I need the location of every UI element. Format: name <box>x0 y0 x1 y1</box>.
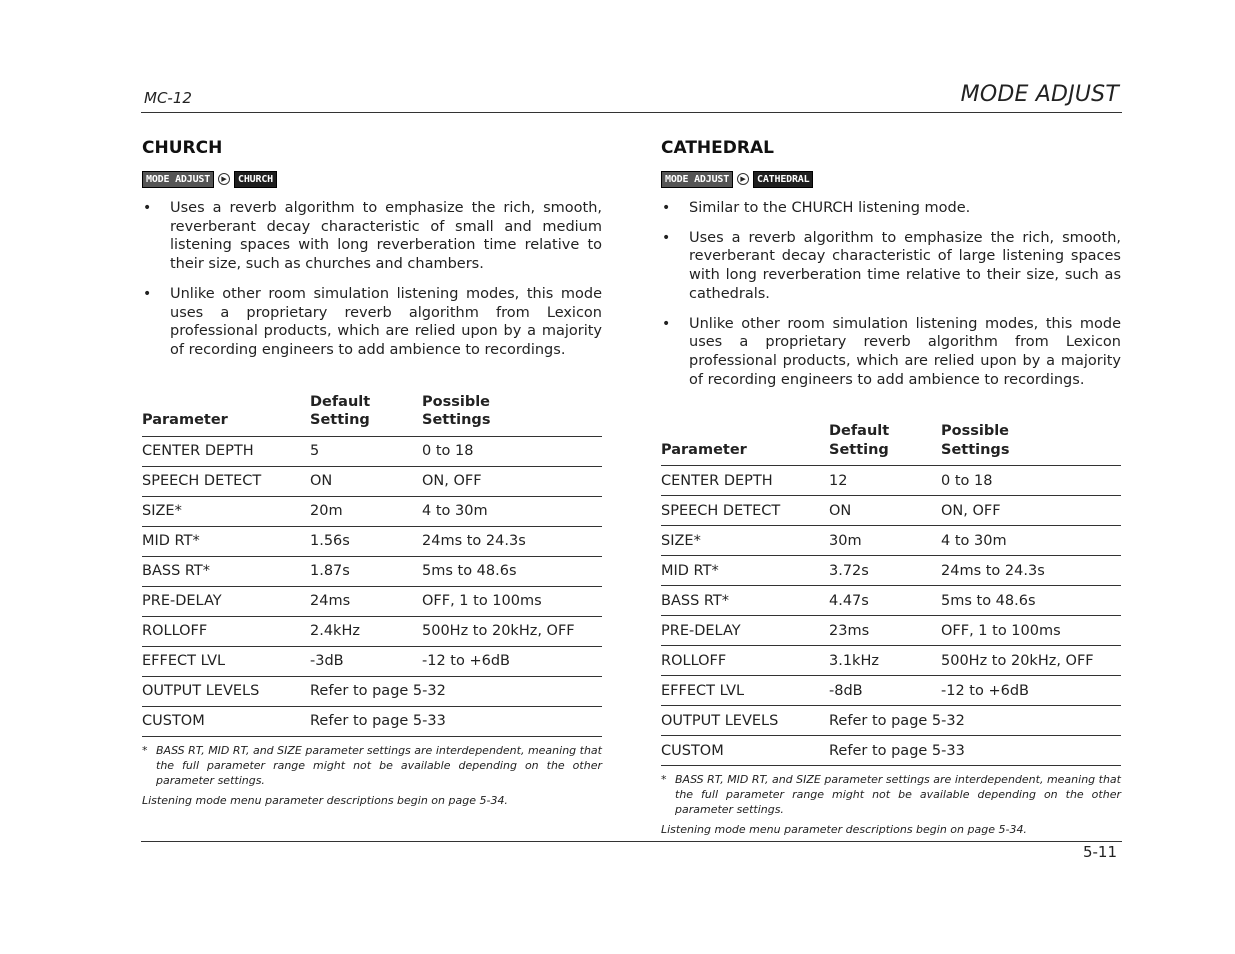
cell-possible: 4 to 30m <box>941 526 1121 556</box>
cell-reference: Refer to page 5-33 <box>829 736 1121 766</box>
cell-default: 4.47s <box>829 586 941 616</box>
cell-default: 3.72s <box>829 556 941 586</box>
arrow-right-icon: ▶ <box>737 173 749 185</box>
table-header-row <box>661 422 1121 466</box>
bullet-list <box>661 199 1121 389</box>
cell-parameter: EFFECT LVL <box>661 676 829 706</box>
header-rule <box>141 112 1122 113</box>
table-header-row <box>142 393 602 437</box>
cell-parameter: BASS RT* <box>661 586 829 616</box>
cell-possible: 24ms to 24.3s <box>941 556 1121 586</box>
table-row <box>142 586 602 616</box>
header-model: MC-12 <box>144 89 192 107</box>
cell-parameter: EFFECT LVL <box>142 646 310 676</box>
cell-parameter: PRE-DELAY <box>661 616 829 646</box>
table-row <box>142 556 602 586</box>
col-header-default: Default Setting <box>829 422 941 466</box>
section-title: CATHEDRAL <box>661 138 774 158</box>
footer-rule <box>141 841 1122 842</box>
cell-default: -3dB <box>310 646 422 676</box>
bullet-item: • Uses a reverb algorithm to emphasize the rich, smooth, reverberant decay characteristic of small and medium listening spaces with long reverberation time relative to their size, such as churches and chambers. <box>142 199 602 274</box>
col-header-possible: Possible Settings <box>422 393 602 437</box>
bullet-item: • Similar to the CHURCH listening mode. <box>661 199 1121 218</box>
cell-possible: OFF, 1 to 100ms <box>941 616 1121 646</box>
cell-possible: ON, OFF <box>941 496 1121 526</box>
parameter-table <box>661 422 1121 766</box>
menu-path <box>661 171 1121 187</box>
table-row <box>142 436 602 466</box>
cell-default: 23ms <box>829 616 941 646</box>
cell-default: 1.87s <box>310 556 422 586</box>
table-row <box>142 646 602 676</box>
cell-possible: 500Hz to 20kHz, OFF <box>422 616 602 646</box>
cell-parameter: SIZE* <box>142 496 310 526</box>
cell-parameter: CUSTOM <box>142 706 310 736</box>
table-row <box>142 706 602 736</box>
header-section-title: MODE ADJUST <box>960 82 1119 107</box>
cell-default: ON <box>829 496 941 526</box>
table-row <box>142 496 602 526</box>
table-body <box>661 466 1121 766</box>
table-body <box>142 436 602 736</box>
cell-parameter: CUSTOM <box>661 736 829 766</box>
reference-note: Listening mode menu parameter descriptions begin on page 5-34. <box>142 793 508 807</box>
cell-default: 3.1kHz <box>829 646 941 676</box>
table-row <box>661 496 1121 526</box>
cell-default: 1.56s <box>310 526 422 556</box>
cell-possible: ON, OFF <box>422 466 602 496</box>
cell-default: ON <box>310 466 422 496</box>
bullet-item: • Unlike other room simulation listening modes, this mode uses a proprietary reverb algorithm from Lexicon professional products, which are relied upon by a majority of recording engineers to add ambience to recordings. <box>661 315 1121 390</box>
bullet-list <box>142 199 602 360</box>
table-row <box>661 586 1121 616</box>
cell-parameter: ROLLOFF <box>142 616 310 646</box>
footnote-text: BASS RT, MID RT, and SIZE parameter settings are interdependent, meaning that the full parameter range might not be available depending on the other parameter settings. <box>156 743 602 787</box>
cell-parameter: CENTER DEPTH <box>661 466 829 496</box>
arrow-right-icon: ▶ <box>218 173 230 185</box>
table-row <box>142 616 602 646</box>
cell-default: 20m <box>310 496 422 526</box>
table-row <box>661 526 1121 556</box>
table-row <box>661 466 1121 496</box>
bullet-item: • Unlike other room simulation listening modes, this mode uses a proprietary reverb algorithm from Lexicon professional products, which are relied upon by a majority of recording engineers to add ambience to recordings. <box>142 285 602 360</box>
cell-parameter: OUTPUT LEVELS <box>661 706 829 736</box>
menu-chip-leaf: CATHEDRAL <box>753 171 813 188</box>
col-header-parameter: Parameter <box>661 422 829 466</box>
cell-parameter: SIZE* <box>661 526 829 556</box>
menu-path <box>142 171 602 187</box>
cell-default: 12 <box>829 466 941 496</box>
cell-reference: Refer to page 5-32 <box>829 706 1121 736</box>
cell-parameter: BASS RT* <box>142 556 310 586</box>
menu-chip-root: MODE ADJUST <box>661 171 733 188</box>
cell-parameter: SPEECH DETECT <box>142 466 310 496</box>
section-title: CHURCH <box>142 138 223 158</box>
table-row <box>661 736 1121 766</box>
menu-chip-leaf: CHURCH <box>234 171 277 188</box>
cell-default: 30m <box>829 526 941 556</box>
cell-parameter: CENTER DEPTH <box>142 436 310 466</box>
cell-default: 2.4kHz <box>310 616 422 646</box>
cell-possible: -12 to +6dB <box>422 646 602 676</box>
cell-default: 5 <box>310 436 422 466</box>
bullet-item: • Uses a reverb algorithm to emphasize the rich, smooth, reverberant decay characteristic of large listening spaces with long reverberation time relative to their size, such as cathedrals. <box>661 229 1121 304</box>
cathedral-column <box>661 138 1121 836</box>
table-row <box>142 676 602 706</box>
col-header-possible: Possible Settings <box>941 422 1121 466</box>
cell-possible: 5ms to 48.6s <box>941 586 1121 616</box>
cell-reference: Refer to page 5-32 <box>310 676 602 706</box>
cell-parameter: PRE-DELAY <box>142 586 310 616</box>
table-row <box>661 706 1121 736</box>
cell-reference: Refer to page 5-33 <box>310 706 602 736</box>
cell-possible: 0 to 18 <box>941 466 1121 496</box>
cell-parameter: OUTPUT LEVELS <box>142 676 310 706</box>
table-row <box>142 526 602 556</box>
table-row <box>142 466 602 496</box>
cell-possible: 4 to 30m <box>422 496 602 526</box>
footnote-text: BASS RT, MID RT, and SIZE parameter settings are interdependent, meaning that the full parameter range might not be available depending on the other parameter settings. <box>675 773 1121 817</box>
cell-possible: 0 to 18 <box>422 436 602 466</box>
cell-parameter: MID RT* <box>142 526 310 556</box>
cell-parameter: MID RT* <box>661 556 829 586</box>
cell-parameter: ROLLOFF <box>661 646 829 676</box>
cell-parameter: SPEECH DETECT <box>661 496 829 526</box>
page-number: 5-11 <box>1082 843 1117 861</box>
table-row <box>661 556 1121 586</box>
cell-possible: -12 to +6dB <box>941 676 1121 706</box>
table-row <box>661 616 1121 646</box>
table-row <box>661 676 1121 706</box>
cell-possible: OFF, 1 to 100ms <box>422 586 602 616</box>
cell-default: 24ms <box>310 586 422 616</box>
menu-chip-root: MODE ADJUST <box>142 171 214 188</box>
cell-possible: 24ms to 24.3s <box>422 526 602 556</box>
cell-possible: 500Hz to 20kHz, OFF <box>941 646 1121 676</box>
cell-default: -8dB <box>829 676 941 706</box>
col-header-parameter: Parameter <box>142 393 310 437</box>
church-column <box>142 138 602 807</box>
reference-note: Listening mode menu parameter descriptions begin on page 5-34. <box>661 823 1027 837</box>
footnote: * BASS RT, MID RT, and SIZE parameter settings are interdependent, meaning that the full parameter range might not be available depending on the other parameter settings. <box>661 773 1121 817</box>
cell-possible: 5ms to 48.6s <box>422 556 602 586</box>
parameter-table <box>142 393 602 737</box>
footnote: * BASS RT, MID RT, and SIZE parameter settings are interdependent, meaning that the full parameter range might not be available depending on the other parameter settings. <box>142 743 602 787</box>
col-header-default: Default Setting <box>310 393 422 437</box>
table-row <box>661 646 1121 676</box>
